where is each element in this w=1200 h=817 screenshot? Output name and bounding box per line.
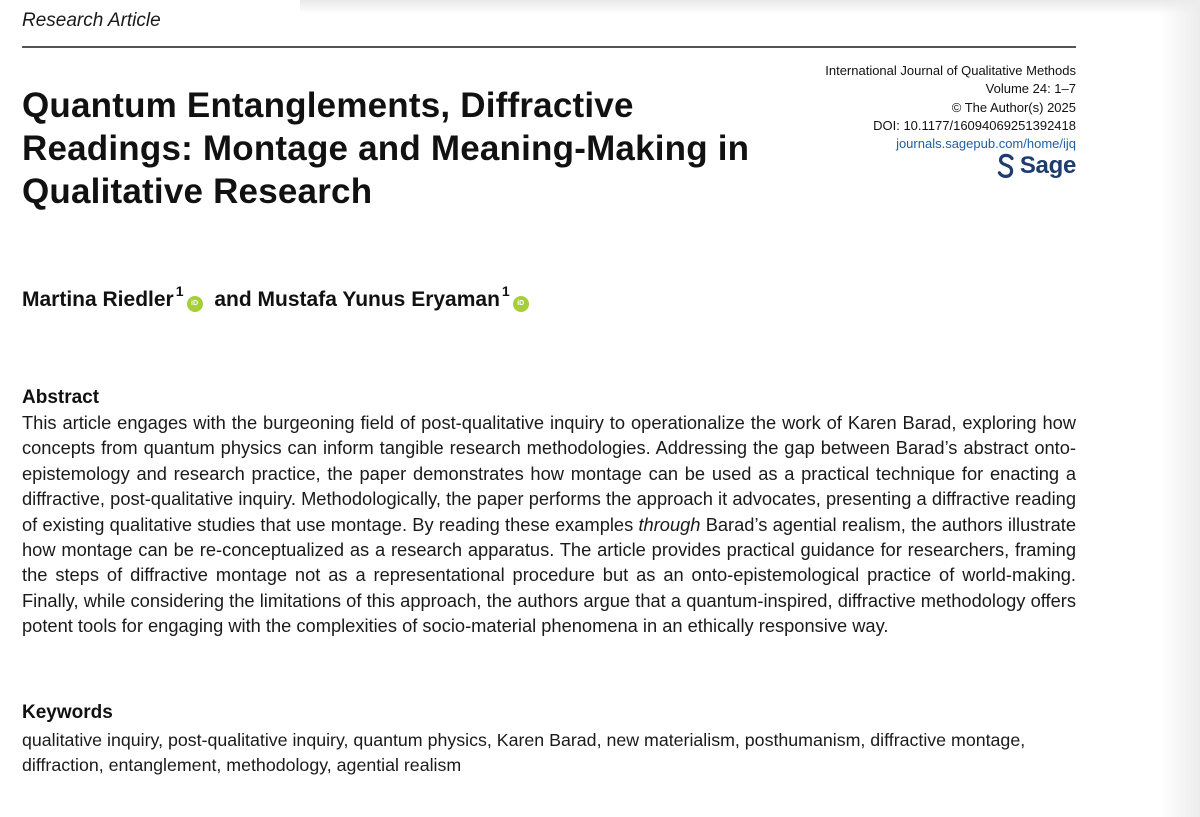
keywords-heading: Keywords xyxy=(22,702,113,723)
section-label: Research Article xyxy=(22,10,161,31)
author-name: Mustafa Yunus Eryaman xyxy=(257,288,500,311)
author-line xyxy=(22,283,535,312)
article-title: Quantum Entanglements, Diffractive Readings: Montage and Meaning-Making in Qualitative Research xyxy=(22,86,750,211)
abstract-italic-word: through xyxy=(638,513,701,535)
doi-line: DOI: 10.1177/16094069251392418 xyxy=(873,117,1076,133)
affiliation-marker: 1 xyxy=(501,283,510,299)
sage-logo xyxy=(997,152,1076,180)
abstract-heading: Abstract xyxy=(22,387,100,408)
author-conjunction: and xyxy=(214,288,252,311)
journal-volume: Volume 24: 1–7 xyxy=(985,81,1076,97)
abstract-text-part: Barad’s agential realism, the authors illustrate how montage can be re-conceptualized as a research apparatus. The article provides practical guidance for researchers, framing the steps of diffractive montage not as a representational procedure but as an onto-epistemological practice of world-making. Finally, while considering the limitations of this approach, the authors argue that a quantum-inspired, diffractive methodology offers potent tools for engaging with the complexities of socio-material phenomena in an ethically responsive way. xyxy=(22,513,1076,637)
abstract-text xyxy=(22,410,1076,639)
sage-s-icon xyxy=(997,153,1015,179)
author-name: Martina Riedler xyxy=(22,288,174,311)
header-divider xyxy=(22,46,1076,48)
affiliation-marker: 1 xyxy=(175,283,184,299)
journal-name: International Journal of Qualitative Methods xyxy=(825,63,1076,78)
orcid-icon[interactable]: iD xyxy=(513,296,529,312)
keywords-text: qualitative inquiry, post-qualitative inquiry, quantum physics, Karen Barad, new materialism, posthumanism, diffractive montage, diffraction, entanglement, methodology, agential realism xyxy=(22,730,1026,775)
orcid-icon[interactable]: iD xyxy=(187,296,203,312)
page-edge-shadow-right xyxy=(1160,0,1200,817)
journal-meta xyxy=(756,62,1076,153)
journal-url-link[interactable]: journals.sagepub.com/home/ijq xyxy=(896,136,1076,152)
page-edge-shadow-top xyxy=(300,0,1200,14)
abstract-text-part: This article engages with the burgeoning field of post-qualitative inquiry to operationalize the work of Karen Barad, exploring how concepts from quantum physics can inform tangible research methodologies. Addressing the gap between Barad’s abstract onto-epistemology and research practice, the paper demonstrates how montage can be used as a practical technique for enacting a diffractive, post-qualitative inquiry. Methodologically, the paper performs the approach it advocates, presenting a diffractive reading of existing qualitative studies that use montage. By reading these examples xyxy=(22,412,1076,535)
copyright-line: © The Author(s) 2025 xyxy=(951,99,1076,115)
sage-wordmark: Sage xyxy=(1019,152,1076,179)
